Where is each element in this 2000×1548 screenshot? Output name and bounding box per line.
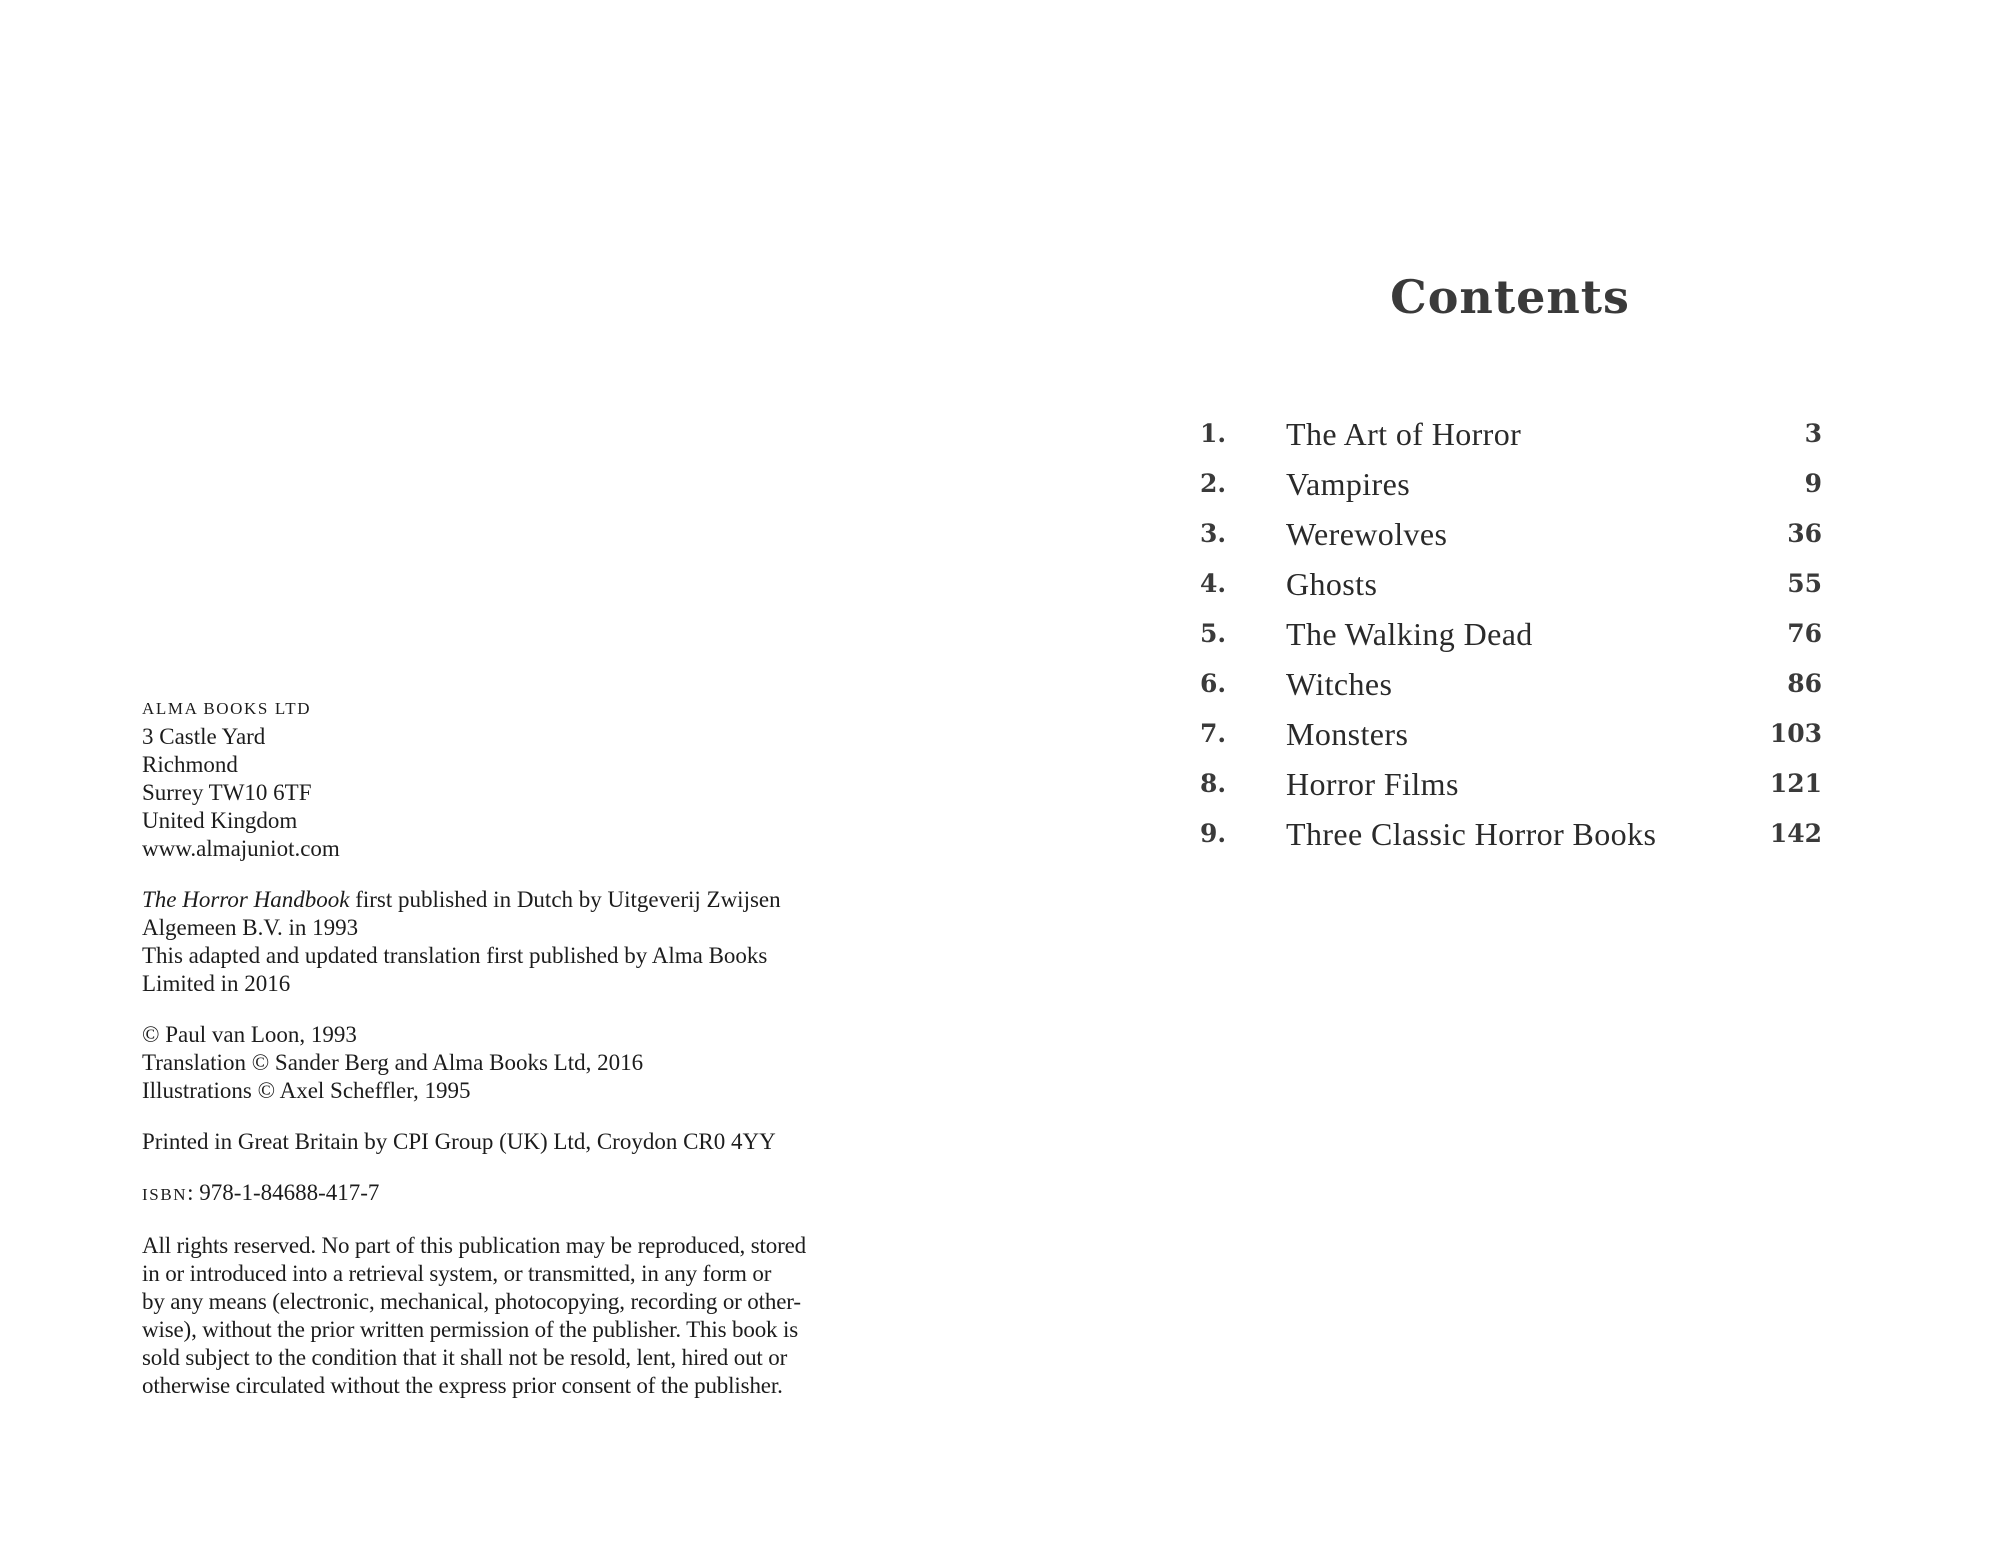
toc-entry (1200, 664, 1822, 714)
copyright-line: Translation © Sander Berg and Alma Books Ltd, 2016 (142, 1050, 644, 1075)
chapter-number: 7. (1200, 719, 1227, 748)
chapter-page: 86 (1787, 669, 1822, 698)
toc-entry (1200, 564, 1822, 614)
chapter-title: Vampires (1286, 466, 1411, 502)
toc-entry (1200, 464, 1822, 514)
rights-line: wise), without the prior written permission of the publisher. This book is (142, 1317, 799, 1342)
translation-line-2: Limited in 2016 (142, 971, 291, 996)
table-of-contents (1200, 414, 1822, 864)
rights-notice (142, 1232, 882, 1400)
chapter-page: 9 (1804, 469, 1822, 498)
address-line: Surrey TW10 6TF (142, 780, 312, 805)
chapter-title: Monsters (1286, 716, 1409, 752)
chapter-number: 2. (1200, 469, 1227, 498)
toc-entry (1200, 514, 1822, 564)
isbn-line (142, 1179, 882, 1209)
chapter-page: 55 (1787, 569, 1822, 598)
printed-line: Printed in Great Britain by CPI Group (UK) Ltd, Croydon CR0 4YY (142, 1129, 776, 1154)
chapter-title: The Walking Dead (1286, 616, 1533, 652)
chapter-number: 4. (1200, 569, 1227, 598)
chapter-page: 76 (1787, 619, 1822, 648)
copyright-line: Illustrations © Axel Scheffler, 1995 (142, 1078, 471, 1103)
chapter-number: 3. (1200, 519, 1227, 548)
chapter-number: 5. (1200, 619, 1227, 648)
publication-history (142, 886, 882, 998)
imprint-page (142, 695, 882, 1423)
isbn-label: ISBN (142, 1185, 188, 1204)
first-published-line-2: Algemeen B.V. in 1993 (142, 915, 359, 940)
rights-line: sold subject to the condition that it shall not be resold, lent, hired out or (142, 1345, 788, 1370)
rights-line: in or introduced into a retrieval system, or transmitted, in any form or (142, 1261, 772, 1286)
chapter-number: 1. (1200, 419, 1227, 448)
chapter-title: The Art of Horror (1286, 416, 1522, 452)
publisher-name: ALMA BOOKS LTD (142, 699, 312, 718)
address-line: United Kingdom (142, 808, 298, 833)
toc-entry (1200, 764, 1822, 814)
chapter-page: 103 (1769, 719, 1822, 748)
chapter-number: 8. (1200, 769, 1227, 798)
toc-entry (1200, 414, 1822, 464)
toc-entry (1200, 814, 1822, 864)
chapter-number: 9. (1200, 819, 1227, 848)
chapter-page: 142 (1769, 819, 1822, 848)
publisher-address (142, 695, 882, 863)
contents-heading: Contents (1390, 270, 1630, 324)
toc-entry (1200, 614, 1822, 664)
chapter-title: Witches (1286, 666, 1393, 702)
chapter-title: Ghosts (1286, 566, 1378, 602)
printer-info (142, 1128, 882, 1156)
address-line: Richmond (142, 752, 238, 777)
isbn (142, 1179, 882, 1209)
copyright-notices (142, 1021, 882, 1105)
publisher-website: www.almajuniot.com (142, 836, 340, 861)
chapter-title: Horror Films (1286, 766, 1459, 802)
first-published-text: first published in Dutch by Uitgeverij Zwijsen (349, 887, 781, 912)
isbn-value: : 978-1-84688-417-7 (187, 1180, 380, 1205)
first-published-line (142, 886, 882, 914)
chapter-page: 3 (1804, 419, 1822, 448)
chapter-page: 36 (1787, 519, 1822, 548)
copyright-line: © Paul van Loon, 1993 (142, 1022, 357, 1047)
rights-line: by any means (electronic, mechanical, photocopying, recording or other- (142, 1289, 801, 1314)
address-line: 3 Castle Yard (142, 724, 266, 749)
chapter-number: 6. (1200, 669, 1227, 698)
rights-line: All rights reserved. No part of this publication may be reproduced, stored (142, 1233, 807, 1258)
chapter-title: Three Classic Horror Books (1286, 816, 1657, 852)
translation-line: This adapted and updated translation first published by Alma Books (142, 943, 768, 968)
chapter-page: 121 (1769, 769, 1822, 798)
book-title: The Horror Handbook (142, 887, 350, 912)
chapter-title: Werewolves (1286, 516, 1448, 552)
rights-line: otherwise circulated without the express prior consent of the publisher. (142, 1373, 783, 1398)
toc-entry (1200, 714, 1822, 764)
